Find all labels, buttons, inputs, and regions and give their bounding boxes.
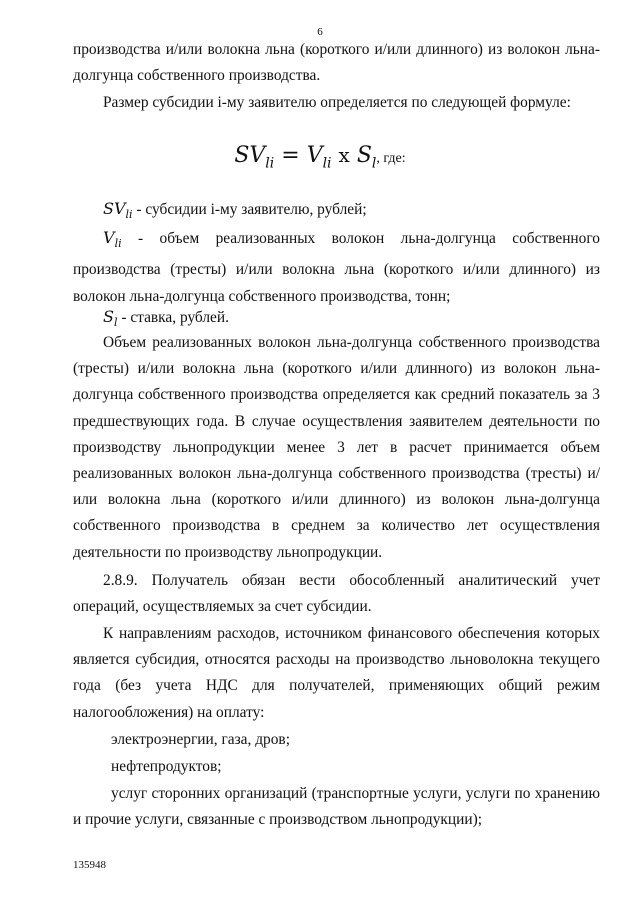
- paragraph-expenses: К направлениям расходов, источником финансового обеспечения которых является субсидия, относятся расходы на производство льноволокна текущего года (без учета НДС для получателей, применяющих общий режим налогообложения) на оплату:: [73, 625, 600, 721]
- document-code: 135948: [73, 859, 106, 871]
- paragraph-volume: Объем реализованных волокон льна-долгунца собственного производства (тресты) и/или волокна льна (короткого и/или длинного) из волокон льна-долгунца собственного производства определяется как средний показатель за 3 предшествующих года. В случае осуществления заявителем деятельности по производству льнопродукции менее 3 лет в расчет принимается объем реализованных волокон льна-долгунца собственного производства (тресты) и/или волокна льна (короткого и/или длинного) из волокон льна-долгунца собственного производства в среднем за количество лет осуществления деятельности по производству льнопродукции.: [73, 334, 600, 561]
- paragraph-continuation: производства и/или волокна льна (короткого и/или длинного) из волокон льна-долгунца собственного производства.: [73, 41, 600, 85]
- list-item-services: услуг сторонних организаций (транспортные услуги, услуги по хранению и прочие услуги, связанные с производством льнопродукции);: [73, 785, 600, 829]
- variable-v: $V_{li}$: [103, 228, 122, 251]
- subsidy-formula: $SV_{li} = V_{li}$ x $S_l$, где:: [234, 143, 406, 172]
- paragraph-formula-intro: Размер субсидии i-му заявителю определяется по следующей формуле:: [103, 94, 571, 111]
- variable-sv: $SV_{li}$: [103, 199, 133, 222]
- page-number: 6: [317, 26, 323, 38]
- definition-v: $V_{li}$ - объем реализованных волокон льна-долгунца собственного производства (тресты) и/или волокна льна (короткого и/или длинного) из волокон льна-долгунца собственного производства, тонн;: [73, 228, 600, 305]
- variable-s: $S_l$: [103, 307, 118, 330]
- list-item-electricity: электроэнергии, газа, дров;: [111, 731, 290, 748]
- definition-s: $S_l$ - ставка, рублей.: [103, 307, 229, 330]
- paragraph-2-8-9: 2.8.9. Получатель обязан вести обособленный аналитический учет операций, осуществляемых за счет субсидии.: [73, 572, 600, 616]
- definition-sv: $SV_{li}$ - субсидии i-му заявителю, рублей;: [103, 199, 367, 222]
- list-item-oil: нефтепродуктов;: [111, 758, 222, 775]
